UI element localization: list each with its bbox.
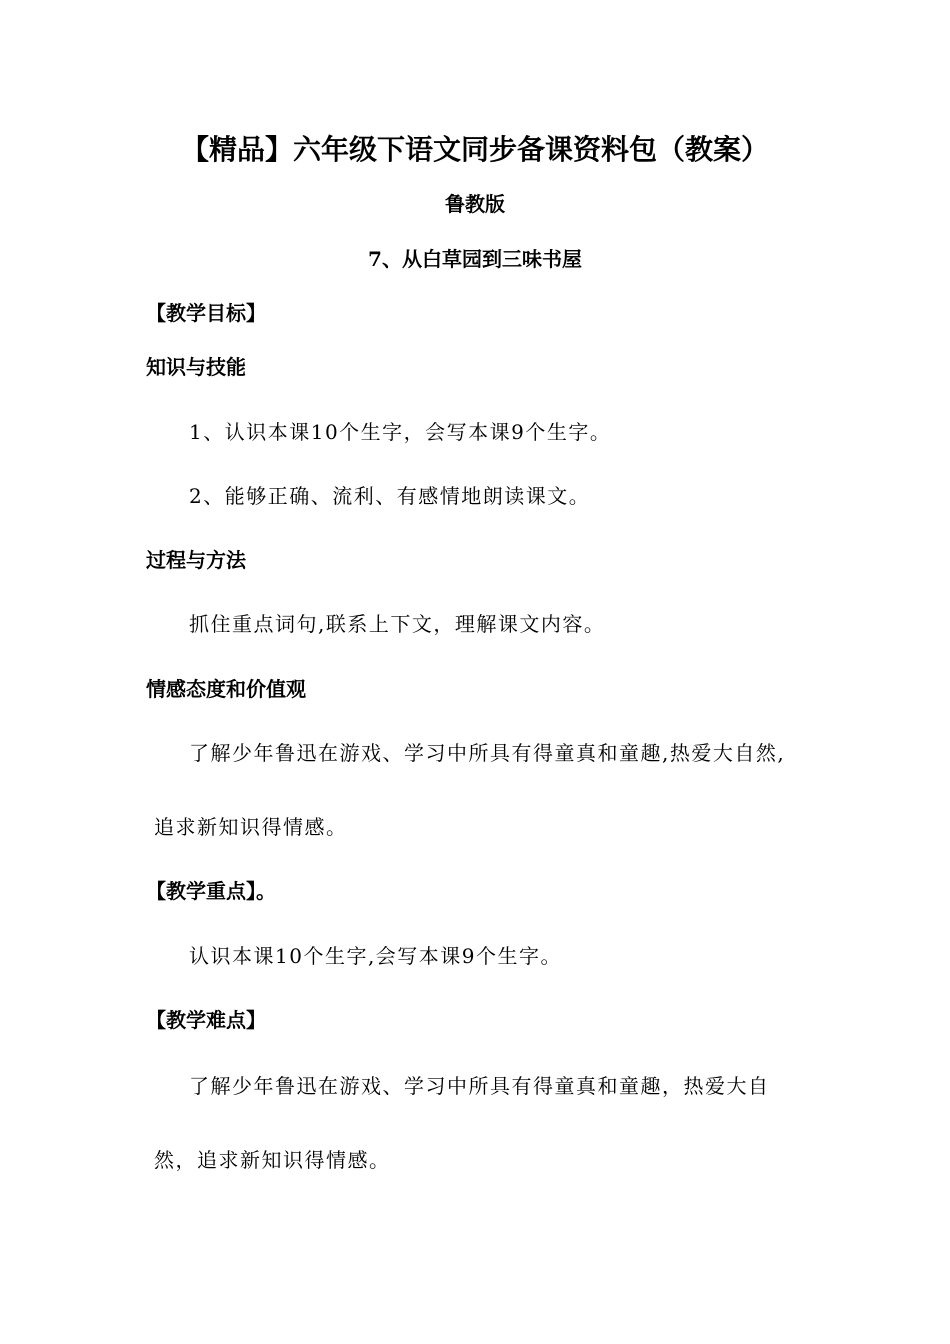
- emotion-values-heading: 情感态度和价值观: [146, 677, 306, 701]
- knowledge-skills-heading: 知识与技能: [146, 355, 246, 379]
- lesson-title: 7、从白草园到三味书屋: [368, 247, 582, 271]
- key-points-text: 认识本课10个生字,会写本课9个生字。: [189, 944, 563, 968]
- knowledge-item-2: 2、能够正确、流利、有感情地朗读课文。: [189, 484, 591, 508]
- difficulties-heading: 【教学难点】: [146, 1008, 266, 1032]
- document-title: 【精品】六年级下语文同步备课资料包（教案）: [180, 133, 769, 166]
- objectives-heading: 【教学目标】: [146, 301, 266, 325]
- emotion-values-line-1: 了解少年鲁迅在游戏、学习中所具有得童真和童趣,热爱大自然,: [189, 741, 786, 765]
- difficulties-line-2: 然，追求新知识得情感。: [154, 1148, 391, 1172]
- key-points-heading: 【教学重点】。: [146, 879, 276, 903]
- knowledge-item-1: 1、认识本课10个生字，会写本课9个生字。: [189, 420, 612, 444]
- process-method-text: 抓住重点词句,联系上下文，理解课文内容。: [189, 612, 606, 636]
- difficulties-line-1: 了解少年鲁迅在游戏、学习中所具有得童真和童趣，热爱大自: [189, 1074, 770, 1098]
- emotion-values-line-2: 追求新知识得情感。: [154, 815, 348, 839]
- edition-label: 鲁教版: [445, 192, 505, 216]
- process-method-heading: 过程与方法: [146, 548, 246, 572]
